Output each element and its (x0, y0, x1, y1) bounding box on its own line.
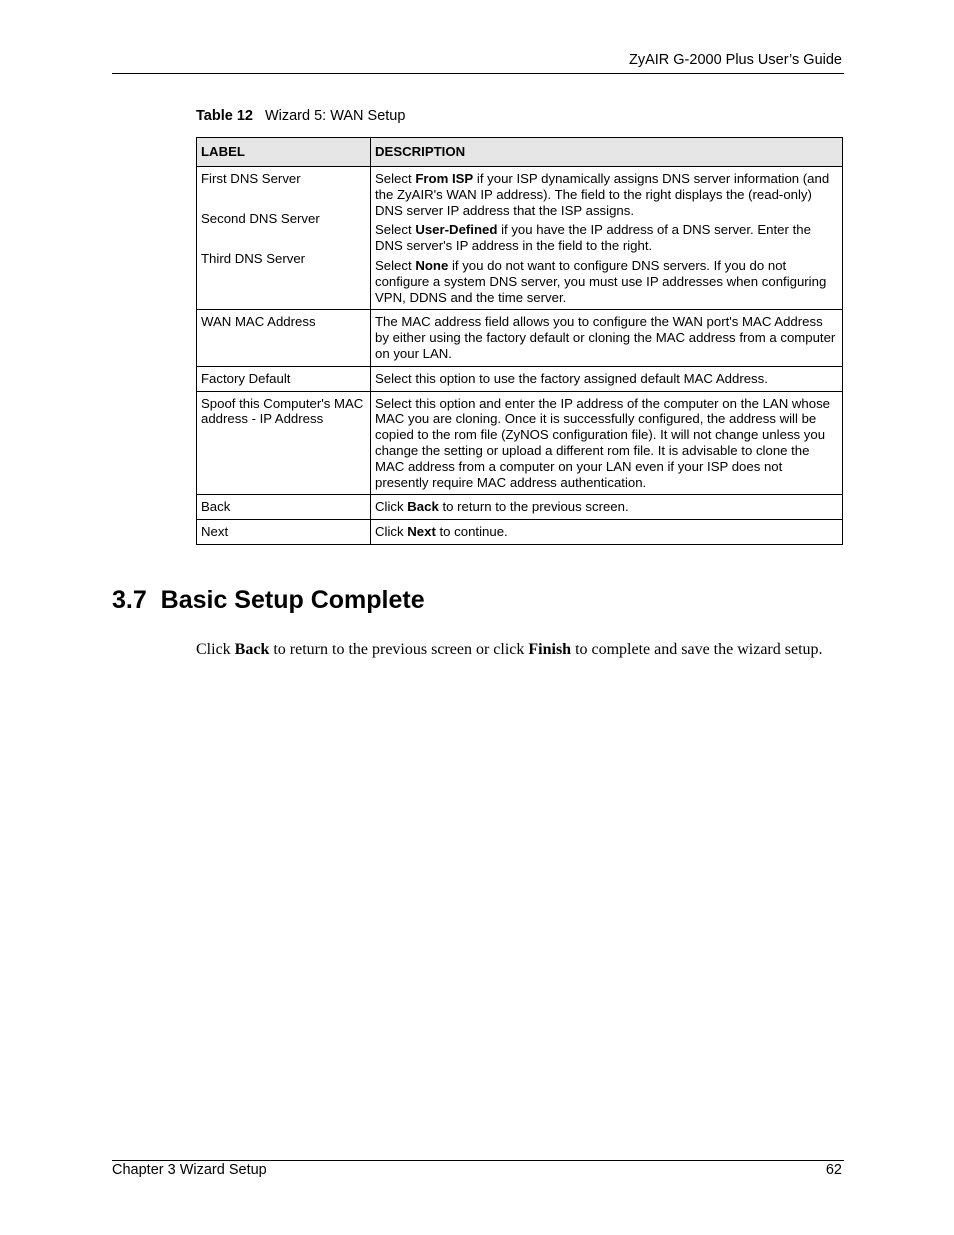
row-label: Next (197, 520, 371, 545)
text-run: to return to the previous screen. (438, 499, 629, 515)
row-description (371, 495, 843, 520)
running-header-title: ZyAIR G-2000 Plus User’s Guide (628, 52, 842, 68)
option-name: From ISP (415, 171, 474, 186)
row-label: Back (197, 495, 371, 520)
text-run: Click (375, 524, 408, 540)
text-run: if you have the IP address of a DNS server. Enter the DNS server's IP address in the field to the right. (375, 222, 811, 254)
text-run: Select (375, 171, 416, 186)
text-run: to complete and save the wizard setup. (571, 641, 823, 658)
row-label: Factory Default (197, 366, 371, 391)
text-run: Select (375, 222, 416, 238)
row-description (371, 520, 843, 545)
text-run: Click (196, 641, 235, 658)
table-caption (196, 108, 405, 124)
column-header-label: LABEL (197, 138, 371, 167)
table-row (197, 391, 843, 495)
section-heading (112, 586, 425, 615)
text-run: Select (375, 257, 416, 273)
section-body (196, 640, 836, 660)
description-paragraph (375, 222, 838, 254)
column-header-description: DESCRIPTION (371, 138, 843, 167)
option-name: None (415, 257, 449, 273)
table-row (197, 366, 843, 391)
table-caption-text: Wizard 5: WAN Setup (264, 108, 406, 124)
button-name: Back (407, 499, 439, 515)
button-name: Back (234, 641, 270, 658)
section-heading-text: 3.7 Basic Setup Complete (112, 586, 425, 614)
button-name: Finish (528, 641, 572, 658)
header-divider (112, 73, 844, 74)
row-label: Third DNS Server (201, 250, 306, 266)
table-row (197, 167, 843, 310)
text-run: to continue. (435, 524, 508, 540)
description-paragraph (375, 258, 838, 305)
button-name: Next (407, 524, 436, 540)
row-description: Select this option and enter the IP address of the computer on the LAN whose MAC you are cloning. Once it is successfully configured, the address will be copied to the rom file (ZyNOS configuration file). It will not change unless you change the setting or upload a different rom file. It is advisable to clone the MAC address from a computer on your LAN even if your ISP does not presently require MAC address authentication. (371, 391, 843, 495)
row-description: The MAC address field allows you to configure the WAN port's MAC Address by either using the factory default or cloning the MAC address from a computer on your LAN. (371, 310, 843, 366)
table-header-row (197, 138, 843, 167)
text-run: to return to the previous screen or click (269, 641, 529, 658)
row-description: Select this option to use the factory assigned default MAC Address. (371, 366, 843, 391)
text-run: if your ISP dynamically assigns DNS server information (and the ZyAIR's WAN IP address). The field to the right displays the (read-only) DNS server IP address that the ISP assigns. (375, 171, 830, 218)
table-row (197, 310, 843, 366)
description-paragraph (375, 171, 838, 218)
option-name: User-Defined (415, 222, 498, 238)
table-caption-label: Table 12 (196, 108, 253, 124)
text-run: Click (375, 499, 408, 515)
label-cell (197, 167, 371, 310)
row-label: Second DNS Server (201, 210, 320, 226)
page-number: 62 (825, 1162, 842, 1178)
text-run: if you do not want to configure DNS servers. If you do not configure a system DNS server, you must use IP addresses when configuring VPN, DDNS and the time server. (375, 257, 827, 305)
row-label: Spoof this Computer's MAC address - IP Address (197, 391, 371, 495)
table-row (197, 520, 843, 545)
footer-chapter: Chapter 3 Wizard Setup (112, 1162, 267, 1178)
table-row (197, 495, 843, 520)
row-label: WAN MAC Address (197, 310, 371, 366)
footer-divider (112, 1160, 844, 1161)
description-cell (371, 167, 843, 310)
row-label: First DNS Server (201, 171, 301, 186)
wan-setup-table (196, 137, 843, 545)
